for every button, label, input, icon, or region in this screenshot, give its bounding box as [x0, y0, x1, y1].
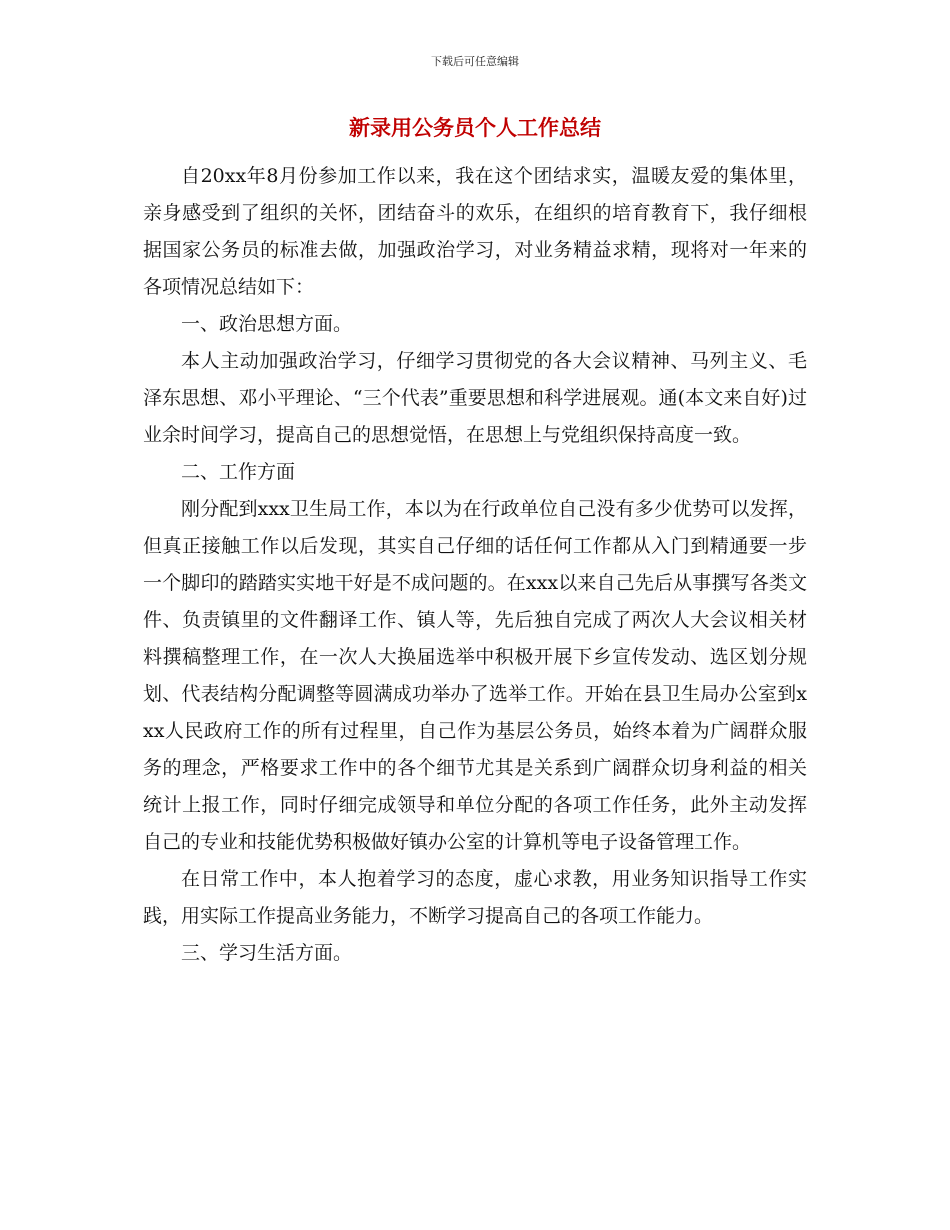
document-title: 新录用公务员个人工作总结	[349, 115, 601, 140]
section-heading-politics: 一、政治思想方面。	[181, 313, 353, 335]
document-body	[143, 158, 807, 972]
paragraph-daily-work: 在日常工作中，本人抱着学习的态度，虚心求教，用业务知识指导工作实践，用实际工作提高业务能力，不断学习提高自己的各项工作能力。	[143, 868, 807, 927]
header-note: 下载后可任意编辑	[431, 55, 519, 68]
paragraph-work: 刚分配到xxx卫生局工作，本以为在行政单位自己没有多少优势可以发挥，但真正接触工作以后发现，其实自己仔细的话任何工作都从入门到精通要一步一个脚印的踏踏实实地干好是不成问题的。在xxx以来自己先后从事撰写各类文件、负责镇里的文件翻译工作、镇人等，先后独自完成了两次人大会议相关材料撰稿整理工作，在一次人大换届选举中积极开展下乡宣传发动、选区划分规划、代表结构分配调整等圆满成功举办了选举工作。开始在县卫生局办公室到xxx人民政府工作的所有过程里，自己作为基层公务员，始终本着为广阔群众服务的理念，严格要求工作中的各个细节尤其是关系到广阔群众切身利益的相关统计上报工作，同时仔细完成领导和单位分配的各项工作任务，此外主动发挥自己的专业和技能优势积极做好镇办公室的计算机等电子设备管理工作。	[143, 498, 807, 853]
section-heading-study-life: 三、学习生活方面。	[181, 942, 353, 964]
section-heading-work: 二、工作方面	[181, 461, 296, 483]
paragraph-intro: 自20xx年8月份参加工作以来，我在这个团结求实，温暖友爱的集体里，亲身感受到了组织的关怀，团结奋斗的欢乐，在组织的培育教育下，我仔细根据国家公务员的标准去做，加强政治学习，对业务精益求精，现将对一年来的各项情况总结如下：	[143, 165, 807, 298]
paragraph-politics: 本人主动加强政治学习，仔细学习贯彻党的各大会议精神、马列主义、毛泽东思想、邓小平理论、“三个代表”重要思想和科学进展观。通(本文来自好)过业余时间学习，提高自己的思想觉悟，在思想上与党组织保持高度一致。	[143, 350, 807, 446]
